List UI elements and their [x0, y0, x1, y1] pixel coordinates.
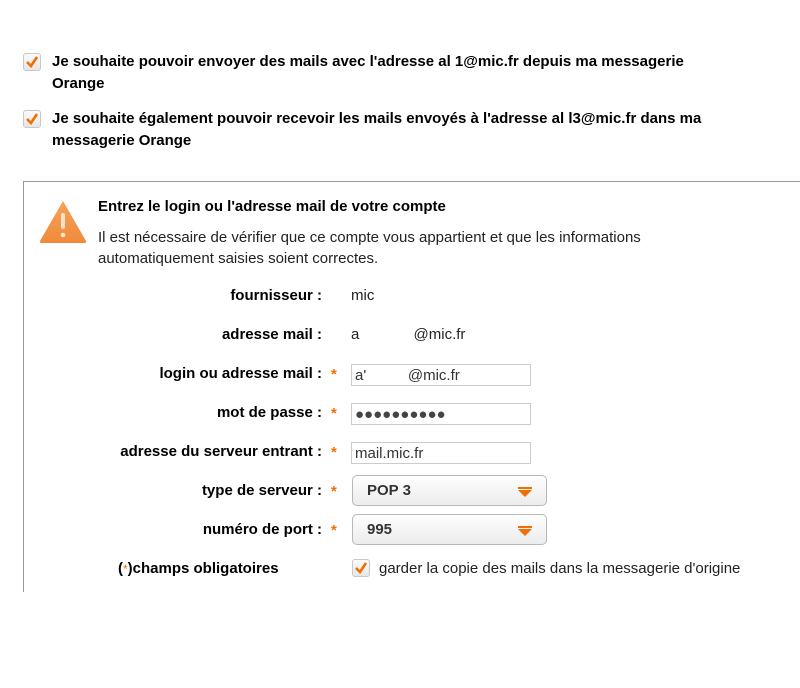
server-type-value: POP 3: [367, 482, 411, 499]
checkmark-icon: [25, 112, 39, 126]
server-input[interactable]: [351, 442, 531, 464]
keep-copy-checkbox[interactable]: [352, 559, 370, 577]
receive-mails-label: Je souhaite également pouvoir recevoir les mails envoyés à l'adresse al l3@mic.fr dans ma: [52, 110, 702, 127]
desc-line-1: Il est nécessaire de vérifier que ce compte vous appartient et que les informations: [98, 229, 641, 246]
desc-line-2: automatiquement saisies soient correctes.: [98, 250, 379, 267]
keep-copy-label: garder la copie des mails dans la messagerie d'origine: [379, 560, 741, 577]
provider-label: fournisseur :: [230, 287, 322, 304]
port-value: 995: [367, 521, 393, 538]
paren-open: (: [118, 560, 123, 577]
receive-mails-label-cont: messagerie Orange: [52, 132, 192, 149]
send-mails-label-cont: Orange: [52, 75, 105, 92]
required-note-text: )champs obligatoires: [127, 560, 279, 577]
password-label: mot de passe :: [216, 404, 322, 421]
panel-title: Entrez le login ou l'adresse mail de votre compte: [98, 198, 446, 215]
email-label: adresse mail :: [221, 326, 322, 343]
port-label: numéro de port :: [202, 521, 322, 538]
receive-mails-checkbox[interactable]: [23, 110, 41, 128]
password-input[interactable]: [351, 403, 531, 425]
dropdown-arrow-icon: [518, 526, 532, 536]
port-select[interactable]: [352, 514, 547, 545]
required-star: *: [331, 444, 337, 461]
required-star: *: [331, 405, 337, 422]
checkmark-icon: [354, 561, 368, 575]
server-type-select[interactable]: [352, 475, 547, 506]
server-label: adresse du serveur entrant :: [120, 443, 322, 460]
required-star: *: [331, 366, 337, 383]
send-mails-label: Je souhaite pouvoir envoyer des mails avec l'adresse al 1@mic.fr depuis ma messagerie: [52, 53, 684, 70]
panel-description: [98, 227, 641, 269]
server-type-label: type de serveur :: [201, 482, 322, 499]
required-fields-note: [118, 560, 279, 577]
provider-value: mic: [351, 287, 375, 304]
required-star: *: [331, 522, 337, 539]
checkmark-icon: [25, 55, 39, 69]
login-label: login ou adresse mail :: [159, 365, 322, 382]
dropdown-arrow-icon: [518, 487, 532, 497]
warning-icon: [38, 199, 88, 245]
login-input[interactable]: [351, 364, 531, 386]
send-mails-checkbox[interactable]: [23, 53, 41, 71]
required-star: *: [331, 483, 337, 500]
email-value: a @mic.fr: [351, 326, 466, 343]
required-star: *: [123, 562, 128, 576]
